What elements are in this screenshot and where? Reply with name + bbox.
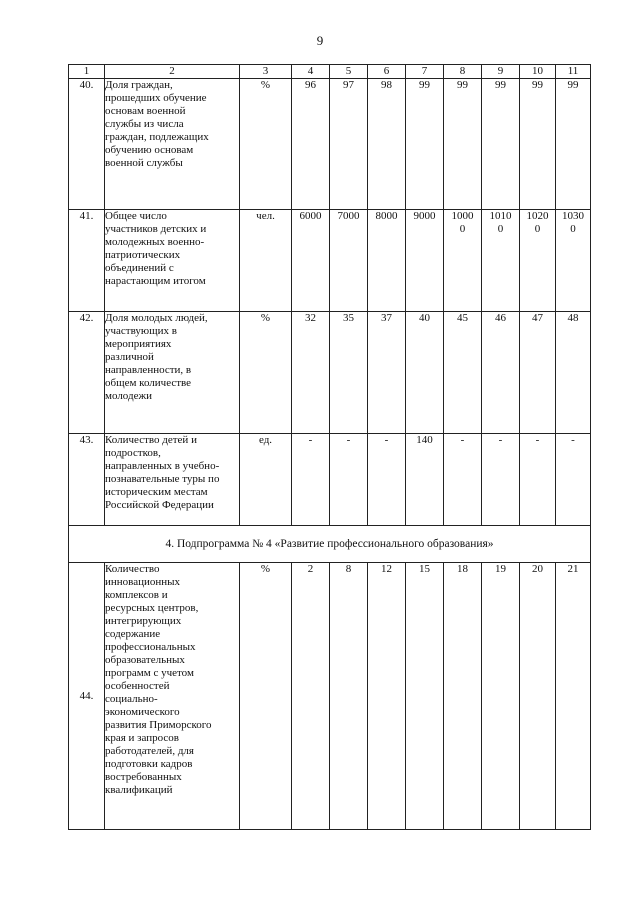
column-number: 7 [406, 65, 444, 79]
indicator-value: 1000 0 [444, 210, 482, 312]
indicator-value: 40 [406, 312, 444, 434]
table-row [69, 210, 591, 312]
row-number: 42. [69, 312, 105, 434]
unit-of-measure: % [240, 79, 292, 210]
indicator-value: 1030 0 [556, 210, 591, 312]
column-number: 2 [105, 65, 240, 79]
indicator-value: - [444, 434, 482, 526]
indicator-value: - [330, 434, 368, 526]
indicator-value: 32 [292, 312, 330, 434]
indicator-value: 46 [482, 312, 520, 434]
indicator-value: 8000 [368, 210, 406, 312]
indicator-value: 98 [368, 79, 406, 210]
indicator-name: Общее число участников детских и молодежных военно- патриотических объединений с нарастающим итогом [105, 210, 240, 312]
unit-of-measure: чел. [240, 210, 292, 312]
row-number: 41. [69, 210, 105, 312]
column-number: 11 [556, 65, 591, 79]
indicator-value: 6000 [292, 210, 330, 312]
indicator-value: 47 [520, 312, 556, 434]
column-number: 1 [69, 65, 105, 79]
column-number: 4 [292, 65, 330, 79]
indicator-value: 35 [330, 312, 368, 434]
indicator-value: 7000 [330, 210, 368, 312]
indicator-value: 99 [482, 79, 520, 210]
table-row [69, 312, 591, 434]
indicator-value: - [368, 434, 406, 526]
indicator-name: Доля граждан, прошедших обучение основам военной службы из числа граждан, подлежащих обучению основам военной службы [105, 79, 240, 210]
column-number-row [69, 65, 591, 79]
row-number: 44. [69, 563, 105, 830]
indicator-value: 45 [444, 312, 482, 434]
column-number: 10 [520, 65, 556, 79]
indicator-value: 1020 0 [520, 210, 556, 312]
indicator-value: 21 [556, 563, 591, 830]
subprogram-title: 4. Подпрограмма № 4 «Развитие профессионального образования» [69, 526, 591, 563]
indicator-value: 15 [406, 563, 444, 830]
column-number: 6 [368, 65, 406, 79]
indicator-value: 20 [520, 563, 556, 830]
table-row [69, 79, 591, 210]
unit-of-measure: % [240, 312, 292, 434]
indicator-value: 48 [556, 312, 591, 434]
indicator-value: 18 [444, 563, 482, 830]
indicator-value: 8 [330, 563, 368, 830]
indicator-value: 99 [520, 79, 556, 210]
indicator-value: 12 [368, 563, 406, 830]
indicator-value: 97 [330, 79, 368, 210]
column-number: 8 [444, 65, 482, 79]
subprogram-section-row [69, 526, 591, 563]
table-row [69, 434, 591, 526]
table-row [69, 563, 591, 830]
indicator-name: Количество детей и подростков, направленных в учебно- познавательные туры по историческим местам Российской Федерации [105, 434, 240, 526]
indicator-value: - [482, 434, 520, 526]
indicators-table [68, 64, 591, 830]
indicator-value: - [556, 434, 591, 526]
indicator-value: 96 [292, 79, 330, 210]
indicator-value: 99 [556, 79, 591, 210]
row-number: 43. [69, 434, 105, 526]
unit-of-measure: ед. [240, 434, 292, 526]
unit-of-measure: % [240, 563, 292, 830]
row-number: 40. [69, 79, 105, 210]
indicator-value: 9000 [406, 210, 444, 312]
table-body [69, 65, 591, 830]
page-number: 9 [316, 33, 324, 48]
indicator-name: Доля молодых людей, участвующих в мероприятиях различной направленности, в общем количестве молодежи [105, 312, 240, 434]
indicator-value: 140 [406, 434, 444, 526]
indicator-value: 99 [444, 79, 482, 210]
column-number: 3 [240, 65, 292, 79]
indicator-value: 1010 0 [482, 210, 520, 312]
column-number: 9 [482, 65, 520, 79]
column-number: 5 [330, 65, 368, 79]
indicator-value: 37 [368, 312, 406, 434]
indicator-value: 19 [482, 563, 520, 830]
indicator-name: Количество инновационных комплексов и ресурсных центров, интегрирующих содержание профессиональных образовательных программ с учетом особенностей социально- экономического развития Приморского края и запросов работодателей, для подготовки кадров востребованных квалификаций [105, 563, 240, 830]
indicator-value: 2 [292, 563, 330, 830]
indicator-value: 99 [406, 79, 444, 210]
indicator-value: - [520, 434, 556, 526]
indicator-value: - [292, 434, 330, 526]
